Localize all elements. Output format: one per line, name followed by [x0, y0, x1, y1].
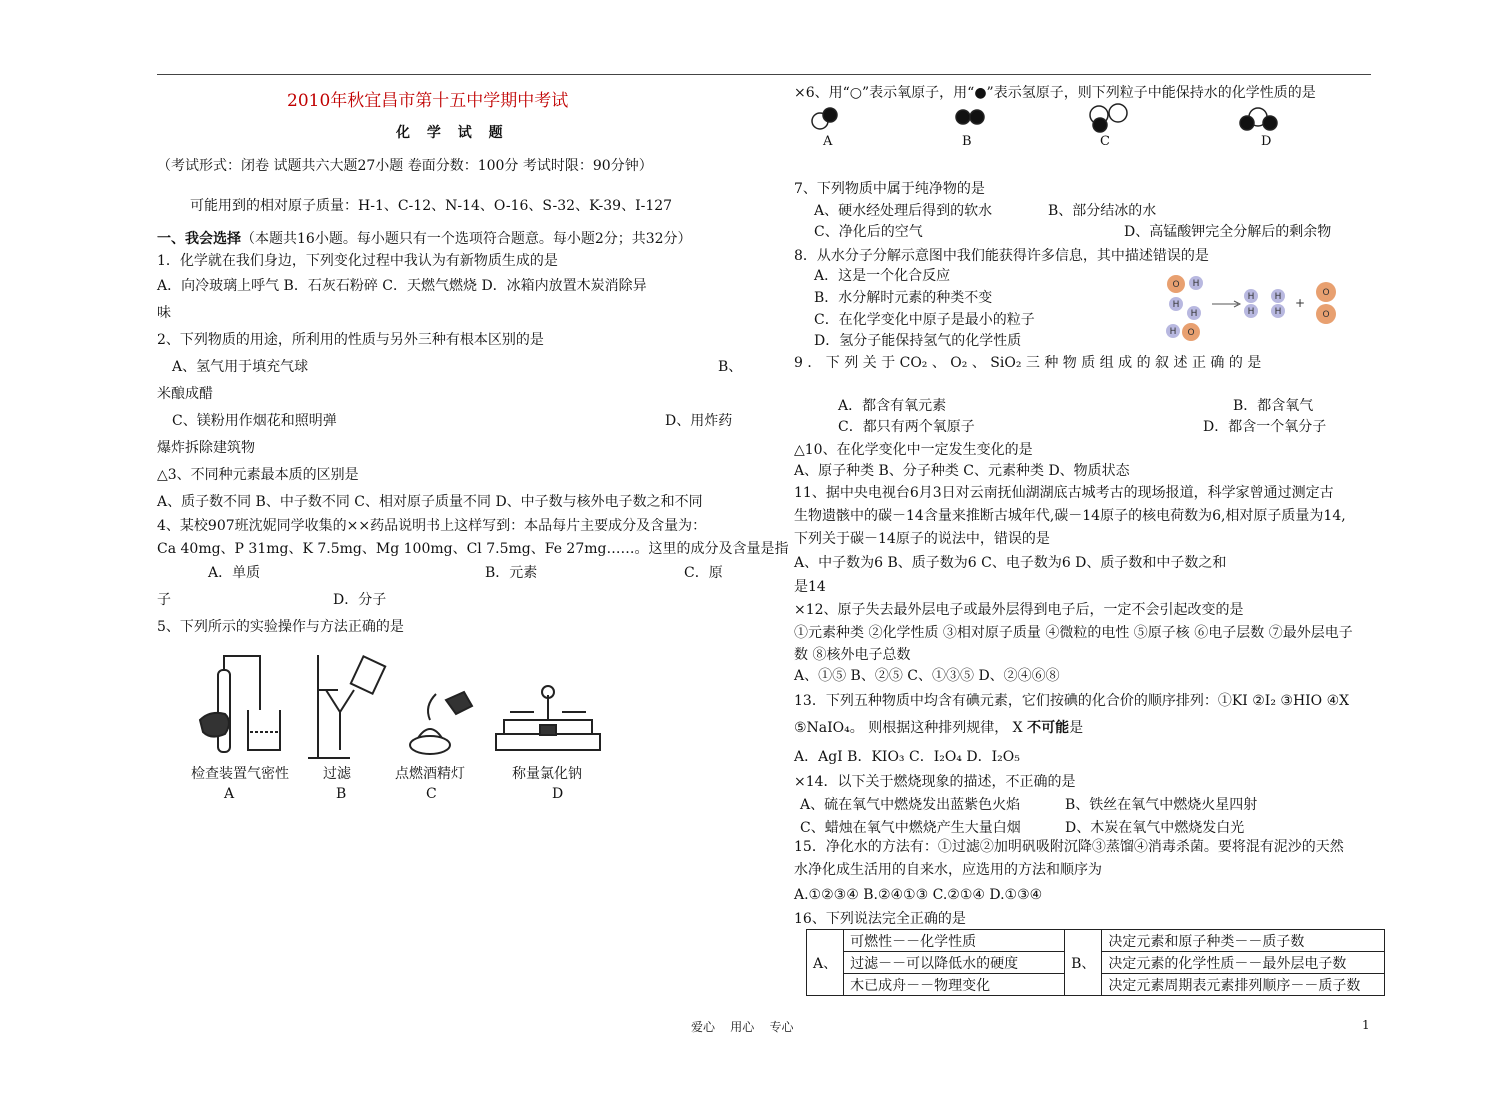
question-5: 5、下列所示的实验操作与方法正确的是 — [157, 619, 404, 635]
question-4-option-a: A．单质 — [208, 565, 261, 581]
question-9: 9 ． 下 列 关 于 CO₂ 、 O₂ 、 SiO₂ 三 种 物 质 组 成 的 叙 述 正 确 的 是 — [794, 355, 1262, 371]
svg-text:H: H — [1172, 300, 1180, 310]
svg-text:H: H — [1274, 307, 1282, 317]
question-7-option-b: B、部分结冰的水 — [1048, 203, 1157, 219]
question-12: ×12、原子失去最外层电子或最外层得到电子后，一定不会引起改变的是 — [794, 602, 1244, 618]
svg-text:O: O — [1172, 280, 1180, 290]
page-title: 2010年秋宜昌市第十五中学期中考试 — [287, 91, 569, 111]
question-2-option-b-cont: 米酿成醋 — [157, 386, 213, 402]
svg-text:O: O — [1187, 328, 1195, 338]
question-8-option-d: D．氢分子能保持氢气的化学性质 — [814, 333, 1022, 349]
question-4: 4、某校907班沈妮同学收集的××药品说明书上这样写到：本品每片主要成分及含量为： — [157, 518, 707, 534]
figure-caption-d: 称量氯化钠 — [512, 766, 582, 782]
question-7-option-d: D、高锰酸钾完全分解后的剩余物 — [1124, 224, 1332, 240]
molecule-letter-d: D — [1261, 134, 1272, 149]
table-cell: 决定元素周期表元素排列顺序－－质子数 — [1102, 974, 1385, 996]
table-cell: 过滤－－可以降低水的硬度 — [844, 952, 1065, 974]
question-10: △10、在化学变化中一定发生变化的是 — [794, 442, 1033, 458]
question-8: 8．从水分子分解示意图中我们能获得许多信息，其中描述错误的是 — [794, 248, 1209, 264]
footer-motto: 爱心 用心 专心 — [691, 1020, 794, 1034]
question-13-line-2: ⑤NaIO₄。 则根据这种排列规律， X 不可能是 — [794, 720, 1084, 736]
question-11: 11、据中央电视台6月3日对云南抚仙湖湖底古城考古的现场报道，科学家曾通过测定古 — [794, 485, 1334, 501]
question-1: 1．化学就在我们身边，下列变化过程中我认为有新物质生成的是 — [157, 253, 558, 269]
question-11-options: A、中子数为6 B、质子数为6 C、电子数为6 D、质子数和中子数之和 — [794, 555, 1227, 571]
question-4-option-b: B．元素 — [485, 565, 538, 581]
figure-caption-c: 点燃酒精灯 — [395, 766, 465, 782]
question-14-option-a: A、硫在氧气中燃烧发出蓝紫色火焰 — [800, 797, 1021, 813]
table-cell: 木已成舟－－物理变化 — [844, 974, 1065, 996]
figure-caption-a: 检查装置气密性 — [191, 766, 289, 782]
figure-letter-c: C — [426, 786, 437, 802]
question-6: ×6、用“○”表示氧原子，用“●”表示氢原子，则下列粒子中能保持水的化学性质的是 — [794, 85, 1316, 101]
question-9-option-c: C．都只有两个氧原子 — [838, 419, 975, 435]
figure-letter-b: B — [336, 786, 347, 802]
figure-caption-b: 过滤 — [323, 766, 351, 782]
molecule-figures — [806, 103, 1286, 133]
molecule-letter-b: B — [962, 134, 972, 149]
svg-text:+: + — [1294, 296, 1306, 310]
question-11-options-cont: 是14 — [794, 579, 826, 595]
table-label-a: A、 — [807, 930, 844, 996]
question-7-option-a: A、硬水经处理后得到的软水 — [814, 203, 993, 219]
question-4-option-c-cont: 子 — [157, 592, 171, 608]
question-10-options: A、原子种类 B、分子种类 C、元素种类 D、物质状态 — [794, 463, 1130, 479]
question-4-option-d: D．分子 — [333, 592, 387, 608]
page-subtitle: 化 学 试 题 — [396, 125, 509, 141]
figure-letter-d: D — [552, 786, 564, 802]
question-3: △3、不同种元素最本质的区别是 — [157, 467, 359, 483]
question-14-option-d: D、木炭在氧气中燃烧发白光 — [1065, 820, 1245, 836]
question-2: 2、下列物质的用途，所利用的性质与另外三种有根本区别的是 — [157, 332, 544, 348]
molecule-letter-c: C — [1100, 134, 1110, 149]
page-number: 1 — [1362, 1018, 1370, 1032]
question-11-line-2: 生物遗骸中的碳－14含量来推断古城年代,碳－14原子的核电荷数为6,相对原子质量为14, — [794, 508, 1346, 524]
question-12-line-2: ①元素种类 ②化学性质 ③相对原子质量 ④微粒的电性 ⑤原子核 ⑥电子层数 ⑦最外层电子 — [794, 625, 1353, 641]
svg-text:H: H — [1192, 279, 1200, 289]
question-1-cont: 味 — [157, 305, 171, 321]
question-2-option-d: D、用炸药 — [665, 413, 733, 429]
question-14-option-b: B、铁丝在氧气中燃烧火星四射 — [1065, 797, 1258, 813]
table-cell: 决定元素和原子种类－－质子数 — [1102, 930, 1385, 952]
svg-text:O: O — [1322, 288, 1330, 298]
question-9-option-a: A．都含有氧元素 — [838, 398, 947, 414]
question-11-line-3: 下列关于碳－14原子的说法中，错误的是 — [794, 531, 1050, 547]
molecule-letter-a: A — [823, 134, 833, 149]
exam-info: （考试形式：闭卷 试题共六大题27小题 卷面分数：100分 考试时限：90分钟） — [157, 158, 653, 174]
question-16-table — [806, 929, 1385, 996]
question-14: ×14．以下关于燃烧现象的描述，不正确的是 — [794, 774, 1076, 790]
question-13: 13．下列五种物质中均含有碘元素，它们按碘的化合价的顺序排列：①KI ②I₂ ③HIO ④X — [794, 693, 1350, 709]
question-9-option-b: B．都含氧气 — [1233, 398, 1314, 414]
question-8-option-b: B．水分解时元素的种类不变 — [814, 290, 993, 306]
svg-text:H: H — [1247, 307, 1255, 317]
header-rule — [157, 74, 1371, 75]
question-15-options: A.①②③④ B.②④①③ C.②①④ D.①③④ — [794, 887, 1043, 903]
svg-text:H: H — [1190, 309, 1198, 319]
svg-text:O: O — [1322, 310, 1330, 320]
question-12-options: A、①⑤ B、②⑤ C、①③⑤ D、②④⑥⑧ — [794, 668, 1060, 684]
svg-text:H: H — [1247, 292, 1255, 302]
question-8-option-a: A．这是一个化合反应 — [814, 268, 951, 284]
svg-text:H: H — [1274, 292, 1282, 302]
table-cell: 可燃性－－化学性质 — [844, 930, 1065, 952]
table-cell: 决定元素的化学性质－－最外层电子数 — [1102, 952, 1385, 974]
question-15-line-2: 水净化成生活用的自来水，应选用的方法和顺序为 — [794, 862, 1102, 878]
section-heading: 一、我会选择（本题共16小题。每小题只有一个选项符合题意。每小题2分；共32分） — [157, 231, 692, 247]
question-13-options: A．AgI B．KIO₃ C．I₂O₄ D．I₂O₅ — [794, 749, 1020, 765]
question-2-option-b: B、 — [718, 359, 743, 375]
water-decomposition-diagram — [1158, 272, 1348, 344]
question-4-option-c: C．原 — [684, 565, 723, 581]
question-12-line-3: 数 ⑧核外电子总数 — [794, 647, 911, 663]
lab-apparatus-figures — [190, 650, 610, 765]
question-4-cont: Ca 40mg、P 31mg、K 7.5mg、Mg 100mg、Cl 7.5mg、Fe 27mg……。这里的成分及含量是指 — [157, 541, 789, 557]
figure-letter-a: A — [224, 786, 235, 802]
question-8-option-c: C．在化学变化中原子是最小的粒子 — [814, 312, 1035, 328]
question-7: 7、下列物质中属于纯净物的是 — [794, 181, 985, 197]
question-7-option-c: C、净化后的空气 — [814, 224, 923, 240]
table-label-b: B、 — [1065, 930, 1102, 996]
question-16: 16、下列说法完全正确的是 — [794, 911, 966, 927]
question-14-option-c: C、蜡烛在氧气中燃烧产生大量白烟 — [800, 820, 1021, 836]
question-2-option-c: C、镁粉用作烟花和照明弹 — [172, 413, 337, 429]
question-2-option-d-cont: 爆炸拆除建筑物 — [157, 440, 255, 456]
question-3-options: A、质子数不同 B、中子数不同 C、相对原子质量不同 D、中子数与核外电子数之和不同 — [157, 494, 703, 510]
atomic-masses: 可能用到的相对原子质量：H-1、C-12、N-14、O-16、S-32、K-39、I-127 — [190, 198, 673, 214]
question-2-option-a: A、氢气用于填充气球 — [172, 359, 309, 375]
question-1-options: A．向冷玻璃上呼气 B．石灰石粉碎 C．天燃气燃烧 D．冰箱内放置木炭消除异 — [157, 278, 647, 294]
question-9-option-d: D．都含一个氧分子 — [1203, 419, 1327, 435]
question-15: 15．净化水的方法有：①过滤②加明矾吸附沉降③蒸馏④消毒杀菌。要将混有泥沙的天然 — [794, 839, 1344, 855]
svg-text:H: H — [1169, 327, 1177, 337]
